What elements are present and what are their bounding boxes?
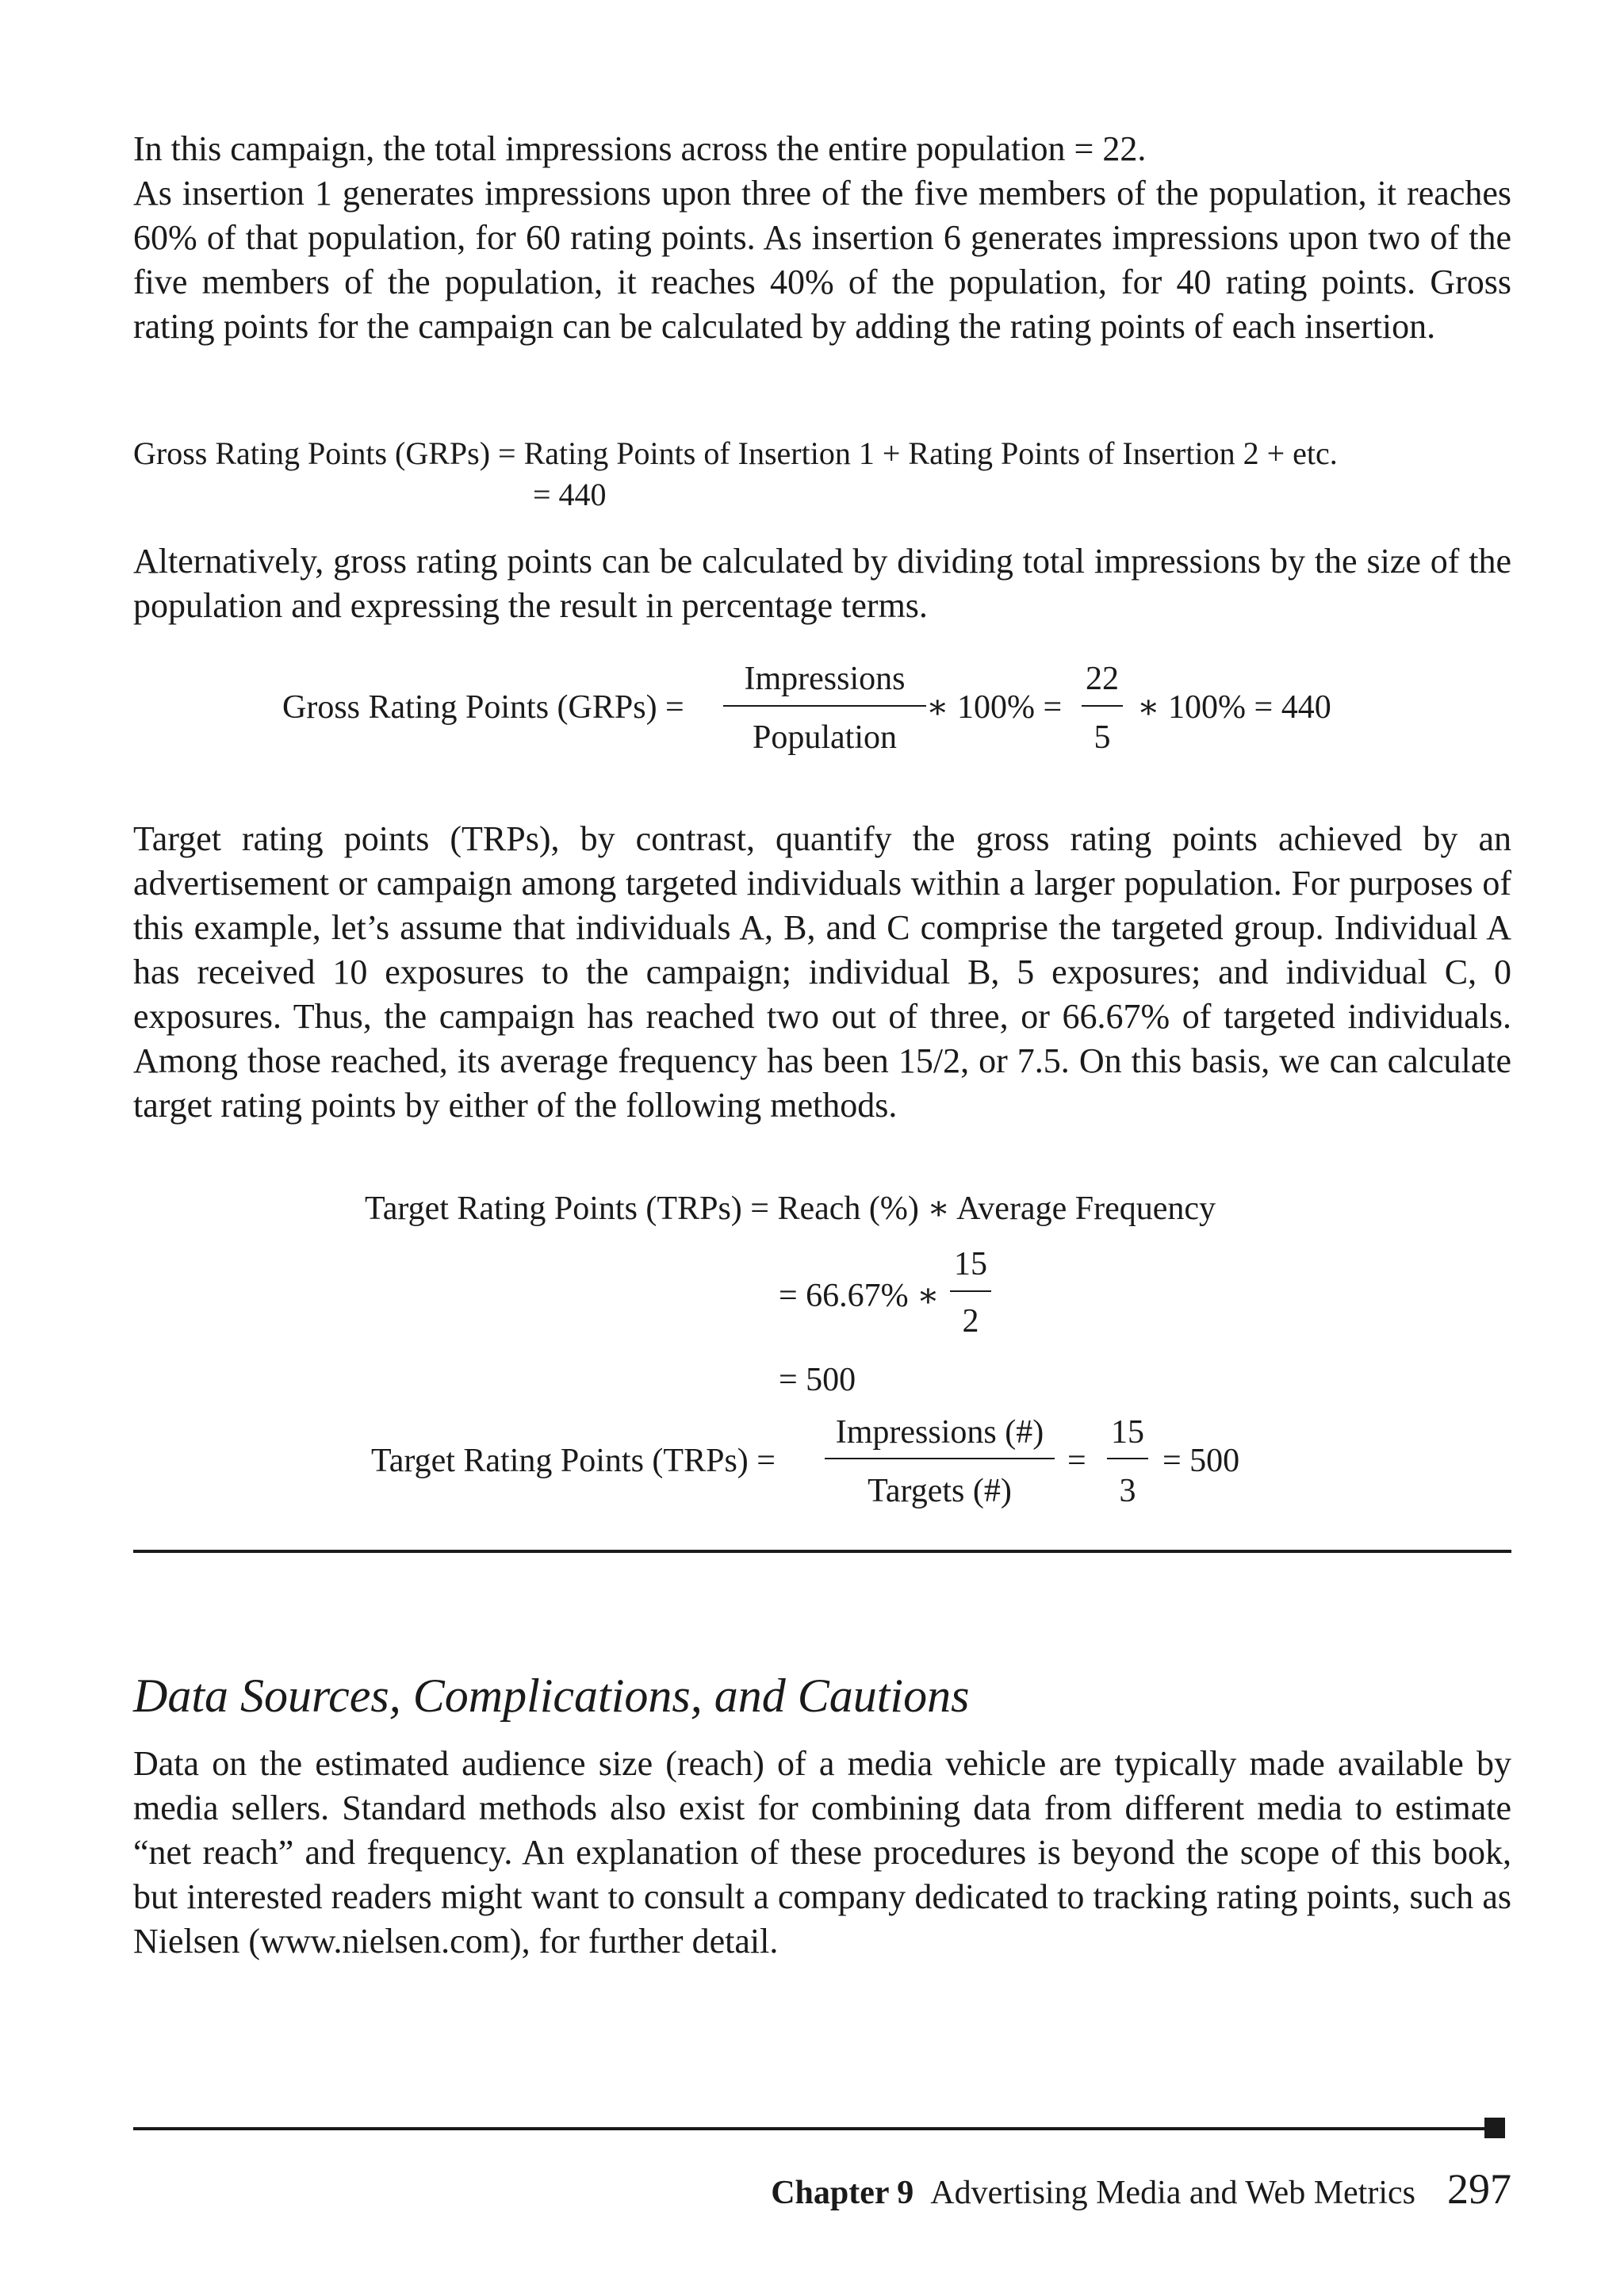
fraction-numerator: 22 xyxy=(1086,661,1119,697)
paragraph-target-rating-points: Target rating points (TRPs), by contrast, quantify the gross rating points achieved by an advertisement or campaign among targeted individuals within a larger population. For purposes of this example, let’s assume that individuals A, B, and C comprise the targeted group. Individual A has received 10 exposures to the campaign; individual B, 5 exposures; and individual C, 0 exposures. Thus, the campaign has reached two out of three, or 66.67% of targeted individuals. Among those reached, its average frequency has been 15/2, or 7.5. On this basis, we can calculate target rating points by either of the following methods. xyxy=(133,819,1511,1125)
equation-grp-sum-result: = 440 xyxy=(533,477,607,512)
equation-grp-sum: Gross Rating Points (GRPs) = Rating Points of Insertion 1 + Rating Points of Insertion 2 + etc. xyxy=(133,435,1338,471)
fraction-bar xyxy=(950,1290,991,1292)
equation-line: = 66.67% ∗ xyxy=(779,1278,940,1314)
paragraph-data-sources: Data on the estimated audience size (reach) of a media vehicle are typically made available by media sellers. Standard methods also exist for combining data from different media to estimate “net reach” and frequency. An explanation of these procedures is beyond the scope of this book, but interested readers might want to consult a company dedicated to tracking rating points, such as Nielsen (www.nielsen.com), for further detail. xyxy=(133,1744,1511,1961)
fraction-numerator: 15 xyxy=(954,1246,987,1282)
equation-result: = 500 xyxy=(1162,1443,1240,1479)
fraction-bar xyxy=(1082,705,1123,707)
equation-lhs: Target Rating Points (TRPs) = Reach (%) ∗ Average Frequency xyxy=(365,1190,1216,1227)
footer-square-marker xyxy=(1484,2118,1505,2138)
chapter-title: Advertising Media and Web Metrics xyxy=(930,2175,1415,2211)
equation-operator: = xyxy=(1067,1443,1086,1479)
equation-lhs: Target Rating Points (TRPs) = xyxy=(371,1443,776,1479)
paragraph-alternative-grp: Alternatively, gross rating points can be calculated by dividing total impressions by the size of the population and expressing the result in percentage terms. xyxy=(133,542,1511,625)
equation-lhs: Gross Rating Points (GRPs) = xyxy=(282,689,684,726)
paragraph-total-impressions: In this campaign, the total impressions across the entire population = 22. xyxy=(133,129,1147,168)
page-number: 297 xyxy=(1447,2165,1511,2213)
fraction-bar xyxy=(825,1458,1055,1459)
footer-rule xyxy=(133,2127,1496,2130)
fraction-denominator: Population xyxy=(752,719,897,756)
equation-operator: ∗ 100% = xyxy=(926,689,1063,726)
equation-result: = 500 xyxy=(779,1362,856,1398)
fraction-numerator: 15 xyxy=(1111,1414,1144,1451)
fraction-numerator: Impressions (#) xyxy=(835,1414,1044,1451)
equation-result: ∗ 100% = 440 xyxy=(1137,689,1331,726)
fraction-denominator: 2 xyxy=(962,1303,979,1340)
page-footer xyxy=(771,2165,1511,2217)
section-divider xyxy=(133,1550,1511,1553)
paragraph-insertion-reach: As insertion 1 generates impressions upon three of the five members of the population, it reaches 60% of that population, for 60 rating points. As insertion 6 generates impressions upon two of the five members of the population, it reaches 40% of the population, for 40 rating points. Gross rating points for the campaign can be calculated by adding the rating points of each insertion. xyxy=(133,174,1511,346)
fraction-bar xyxy=(723,705,926,707)
fraction-numerator: Impressions xyxy=(744,661,906,697)
fraction-denominator: 3 xyxy=(1119,1473,1136,1509)
chapter-label: Chapter 9 xyxy=(771,2175,914,2211)
section-heading: Data Sources, Complications, and Cautions xyxy=(133,1670,970,1722)
fraction-bar xyxy=(1107,1458,1148,1459)
fraction-denominator: 5 xyxy=(1094,719,1111,756)
fraction-denominator: Targets (#) xyxy=(868,1473,1012,1509)
